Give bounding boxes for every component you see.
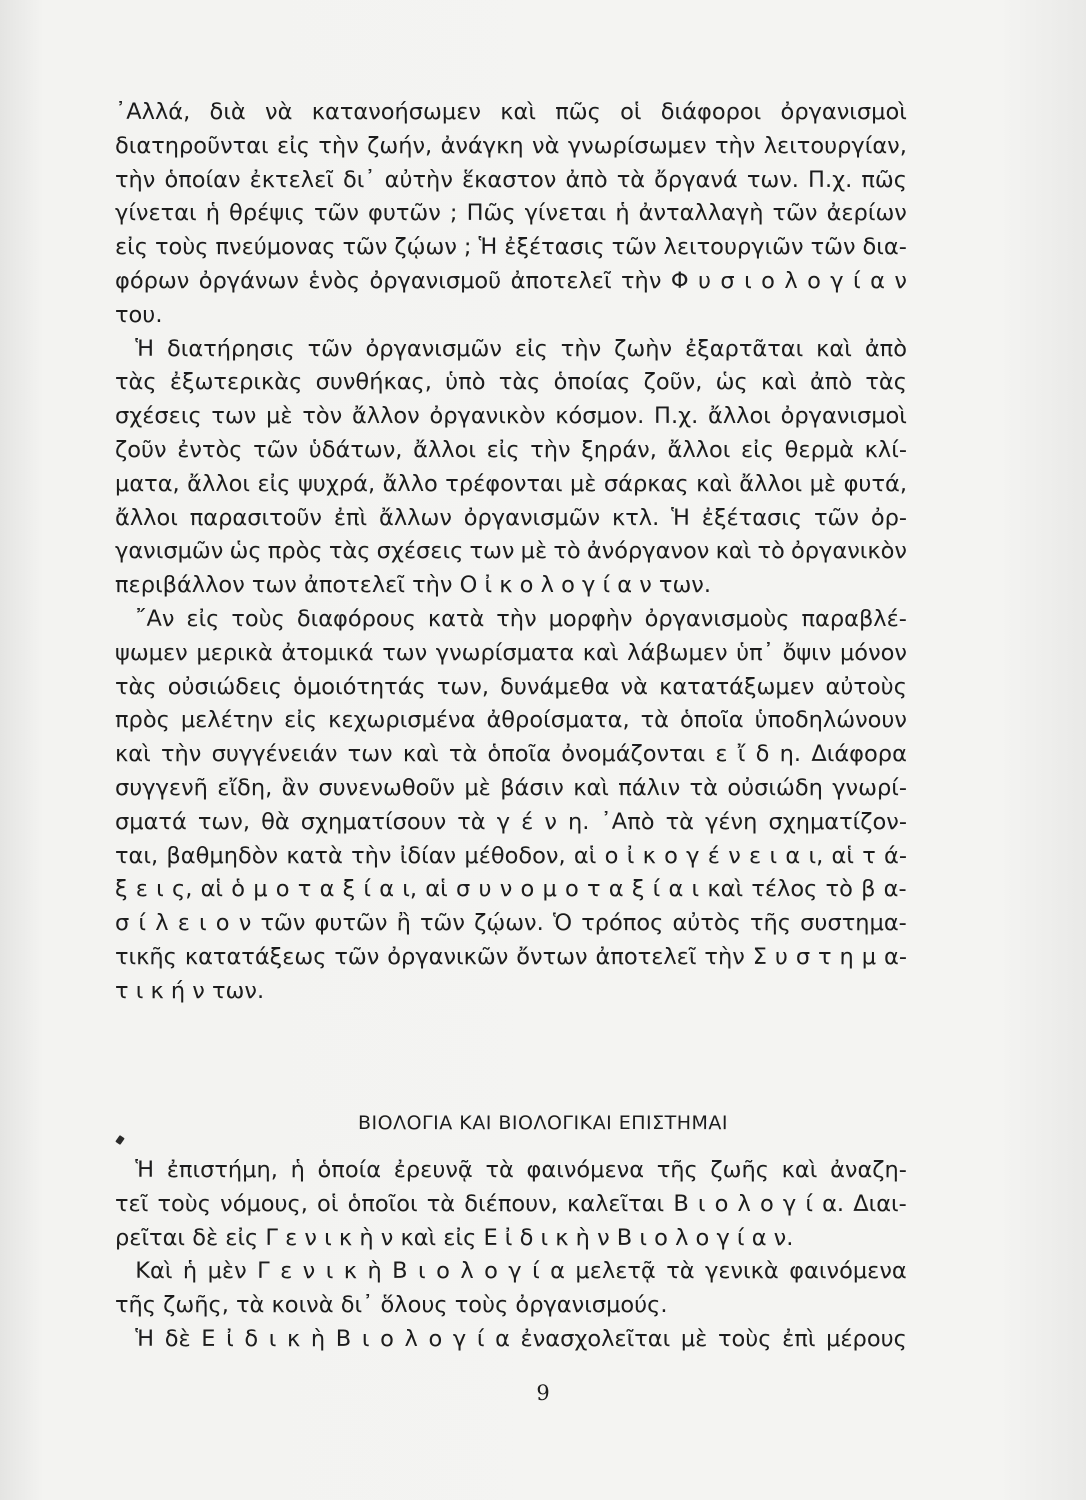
text-line: τῆς ζωῆς, τὰ κοινὰ δι᾿ ὅλους τοὺς ὀργανισμούς. <box>115 1292 668 1319</box>
text-line: του. <box>115 301 163 328</box>
ink-speck-mark <box>115 1135 125 1145</box>
text-line: διατηροῦνται εἰς τὴν ζωήν, ἀνάγκη νὰ γνωρίσωμεν τὴν λειτουργίαν, <box>115 132 907 159</box>
text-line: εἰς τοὺς πνεύμονας τῶν ζῴων ; Ἡ ἐξέτασις τῶν λειτουργιῶν τῶν δια- <box>115 234 907 261</box>
text-line: Ἡ διατήρησις τῶν ὀργανισμῶν εἰς τὴν ζωὴν ἐξαρτᾶται καὶ ἀπὸ <box>135 335 907 362</box>
text-line: τὰς οὐσιώδεις ὁμοιότητάς των, δυνάμεθα νὰ κατατάξωμεν αὐτοὺς <box>115 673 907 700</box>
text-line: σματά των, θὰ σχηματίσουν τὰ γ έ ν η. ᾿Απὸ τὰ γένη σχηματίζον- <box>115 808 907 835</box>
text-line: ζοῦν ἐντὸς τῶν ὑδάτων, ἄλλοι εἰς τὴν ξηράν, ἄλλοι εἰς θερμὰ κλί- <box>115 436 907 463</box>
text-line: ξ ε ι ς, αἱ ὁ μ ο τ α ξ ί α ι, αἱ σ υ ν ο μ ο τ α ξ ί α ι καὶ τέλος τὸ β α- <box>115 876 907 903</box>
text-line: Ἡ ἐπιστήμη, ἡ ὁποία ἐρευνᾷ τὰ φαινόμενα τῆς ζωῆς καὶ ἀναζη- <box>135 1157 907 1183</box>
text-line: ματα, ἄλλοι εἰς ψυχρά, ἄλλο τρέφονται μὲ σάρκας καὶ ἄλλοι μὲ φυτά, <box>115 470 907 497</box>
text-line: ψωμεν μερικὰ ἀτομικά των γνωρίσματα καὶ λάβωμεν ὑπ᾿ ὄψιν μόνον <box>115 639 907 666</box>
text-line: σχέσεις των μὲ τὸν ἄλλον ὀργανικὸν κόσμον. Π.χ. ἄλλοι ὀργανισμοὶ <box>115 403 907 430</box>
text-line: Καὶ ἡ μὲν Γ ε ν ι κ ὴ Β ι ο λ ο γ ί α μελετᾷ τὰ γενικὰ φαινόμενα <box>135 1258 907 1285</box>
text-line: Ἡ δὲ Ε ἰ δ ι κ ὴ Β ι ο λ ο γ ί α ἐνασχολεῖται μὲ τοὺς ἐπὶ μέρους <box>135 1325 907 1352</box>
text-line: ρεῖται δὲ εἰς Γ ε ν ι κ ὴ ν καὶ εἰς Ε ἰ δ ι κ ὴ ν Β ι ο λ ο γ ί α ν. <box>115 1224 794 1251</box>
text-line: ται, βαθμηδὸν κατὰ τὴν ἰδίαν μέθοδον, αἱ ο ἰ κ ο γ έ ν ε ι α ι, αἱ τ ά- <box>115 842 907 869</box>
text-line: καὶ τὴν συγγένειάν των καὶ τὰ ὁποῖα ὀνομάζονται ε ἴ δ η. Διάφορα <box>115 741 907 768</box>
text-line: συγγενῆ εἴδη, ἂν συνενωθοῦν μὲ βάσιν καὶ πάλιν τὰ οὐσιώδη γνωρί- <box>115 774 907 801</box>
text-line: ῎Αν εἰς τοὺς διαφόρους κατὰ τὴν μορφὴν ὀργανισμοὺς παραβλέ- <box>135 605 907 632</box>
text-line: τὰς ἐξωτερικὰς συνθήκας, ὑπὸ τὰς ὁποίας ζοῦν, ὡς καὶ ἀπὸ τὰς <box>115 369 907 396</box>
text-line: περιβάλλον των ἀποτελεῖ τὴν Ο ἰ κ ο λ ο γ ί α ν των. <box>115 572 712 599</box>
text-line: ᾿Αλλά, διὰ νὰ κατανοήσωμεν καὶ πῶς οἱ διάφοροι ὀργανισμοὶ <box>115 99 907 125</box>
text-line: ἄλλοι παρασιτοῦν ἐπὶ ἄλλων ὀργανισμῶν κτλ. Ἡ ἐξέτασις τῶν ὀρ- <box>115 504 907 531</box>
main-text-bottom <box>115 1154 907 1357</box>
text-line: τικῆς κατατάξεως τῶν ὀργανικῶν ὄντων ἀποτελεῖ τὴν Σ υ σ τ η μ α- <box>115 943 907 970</box>
text-line: τ ι κ ή ν των. <box>115 977 265 1004</box>
text-line: σ ί λ ε ι ο ν τῶν φυτῶν ἢ τῶν ζῴων. Ὁ τρόπος αὐτὸς τῆς συστημα- <box>115 910 907 937</box>
page-number: 9 <box>536 1381 550 1405</box>
text-line: πρὸς μελέτην εἰς κεχωρισμένα ἀθροίσματα, τὰ ὁποῖα ὑποδηλώνουν <box>115 707 907 734</box>
text-line: γίνεται ἡ θρέψις τῶν φυτῶν ; Πῶς γίνεται ἡ ἀνταλλαγὴ τῶν ἀερίων <box>115 200 907 227</box>
text-line: φόρων ὀργάνων ἑνὸς ὀργανισμοῦ ἀποτελεῖ τὴν Φ υ σ ι ο λ ο γ ί α ν <box>115 267 907 294</box>
main-text-top <box>115 96 907 1009</box>
section-heading: ΒΙΟΛΟΓΙΑ ΚΑΙ ΒΙΟΛΟΓΙΚΑΙ ΕΠΙΣΤΗΜΑΙ <box>358 1112 728 1134</box>
text-line: τεῖ τοὺς νόμους, οἱ ὁποῖοι τὰ διέπουν, καλεῖται Β ι ο λ ο γ ί α. Διαι- <box>115 1190 907 1217</box>
text-line: τὴν ὁποίαν ἐκτελεῖ δι᾿ αὐτὴν ἕκαστον ἀπὸ τὰ ὄργανά των. Π.χ. πῶς <box>115 166 907 193</box>
text-line: γανισμῶν ὡς πρὸς τὰς σχέσεις των μὲ τὸ ἀνόργανον καὶ τὸ ὀργανικὸν <box>115 538 907 565</box>
